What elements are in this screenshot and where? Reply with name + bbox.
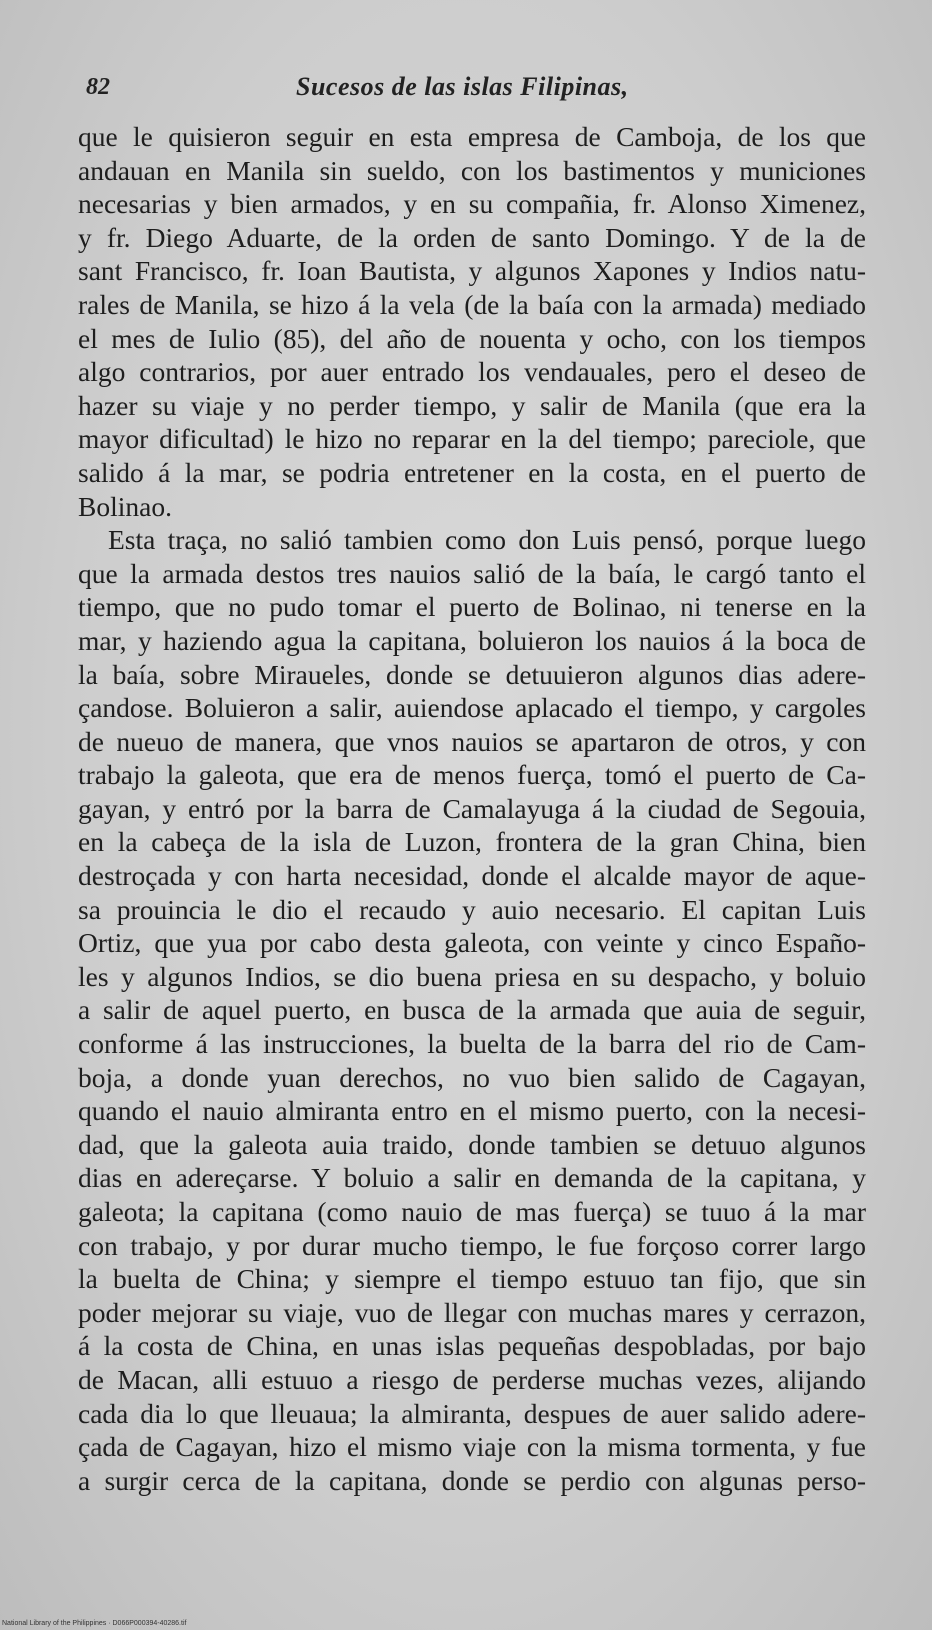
text-line: en la cabeça de la isla de Luzon, frontera de la gran China, bien (78, 826, 866, 858)
text-line: Esta traça, no salió tambien como don Luis pensó, porque luego (108, 524, 866, 556)
text-line: Bolinao. (78, 490, 172, 522)
text-line: andauan en Manila sin sueldo, con los bastimentos y municiones (78, 154, 866, 186)
text-line: el mes de Iulio (85), del año de nouenta y ocho, con los tiempos (78, 322, 866, 354)
text-line: la buelta de China; y siempre el tiempo estuuo tan fijo, que sin (78, 1263, 866, 1295)
running-title: Sucesos de las islas Filipinas, (296, 72, 629, 101)
text-line: çandose. Boluieron a salir, auiendose aplacado el tiempo, y cargoles (78, 692, 866, 724)
text-line: a salir de aquel puerto, en busca de la armada que auia de seguir, (78, 994, 866, 1026)
text-line: rales de Manila, se hizo á la vela (de la baía con la armada) mediado (78, 288, 866, 320)
text-line: gayan, y entró por la barra de Camalayuga á la ciudad de Segouia, (78, 792, 866, 824)
text-line: dad, que la galeota auia traido, donde tambien se detuuo algunos (78, 1128, 866, 1160)
text-line: cada dia lo que lleuaua; la almiranta, despues de auer salido adere- (78, 1397, 866, 1429)
page-number: 82 (86, 74, 110, 100)
text-line: çada de Cagayan, hizo el mismo viaje con la misma tormenta, y fue (78, 1431, 866, 1463)
page-header (86, 68, 862, 108)
text-line: salido á la mar, se podria entretener en la costa, en el puerto de (78, 456, 866, 488)
text-line: galeota; la capitana (como nauio de mas fuerça) se tuuo á la mar (78, 1196, 866, 1227)
body-text (78, 120, 866, 1497)
text-line: que la armada destos tres nauios salió de la baía, le cargó tanto el (78, 557, 866, 589)
text-line: les y algunos Indios, se dio buena priesa en su despacho, y boluio (78, 960, 866, 992)
text-line: y fr. Diego Aduarte, de la orden de santo Domingo. Y de la de (78, 221, 866, 253)
text-line: dias en adereçarse. Y boluio a salir en demanda de la capitana, y (78, 1162, 866, 1194)
text-line: la baía, sobre Miraueles, donde se detuuieron algunos dias adere- (78, 658, 866, 690)
text-line: poder mejorar su viaje, vuo de llegar con muchas mares y cerrazon, (78, 1296, 866, 1328)
text-line: mayor dificultad) le hizo no reparar en la del tiempo; pareciole, que (78, 423, 866, 455)
text-line: boja, a donde yuan derechos, no vuo bien salido de Cagayan, (78, 1061, 866, 1093)
text-line: á la costa de China, en unas islas pequeñas despobladas, por bajo (78, 1330, 866, 1362)
text-line: destroçada y con harta necesidad, donde el alcalde mayor de aque- (78, 860, 866, 892)
text-line: con trabajo, y por durar mucho tiempo, le fue forçoso correr largo (78, 1229, 866, 1261)
text-line: mar, y haziendo agua la capitana, boluieron los nauios á la boca de (78, 624, 866, 656)
text-line: que le quisieron seguir en esta empresa de Camboja, de los que (78, 121, 866, 152)
text-line: de Macan, alli estuuo a riesgo de perderse muchas vezes, alijando (78, 1363, 866, 1395)
text-line: sa prouincia le dio el recaudo y auio necesario. El capitan Luis (78, 893, 866, 925)
text-line: trabajo la galeota, que era de menos fuerça, tomó el puerto de Ca- (78, 759, 866, 791)
text-line: necesarias y bien armados, y en su compañia, fr. Alonso Ximenez, (78, 188, 866, 220)
text-line: hazer su viaje y no perder tiempo, y salir de Manila (que era la (78, 389, 866, 421)
text-line: sant Francisco, fr. Ioan Bautista, y algunos Xapones y Indios natu- (78, 255, 866, 287)
text-line: de nueuo de manera, que vnos nauios se apartaron de otros, y con (78, 725, 866, 757)
text-line: conforme á las instrucciones, la buelta de la barra del rio de Cam- (78, 1028, 866, 1060)
text-line: quando el nauio almiranta entro en el mismo puerto, con la necesi- (78, 1095, 866, 1127)
text-line: algo contrarios, por auer entrado los vendauales, pero el deseo de (78, 356, 866, 388)
text-line: tiempo, que no pudo tomar el puerto de Bolinao, ni tenerse en la (78, 591, 866, 623)
text-line: Ortiz, que yua por cabo desta galeota, con veinte y cinco Españo- (78, 927, 866, 959)
text-line: a surgir cerca de la capitana, donde se perdio con algunas perso- (78, 1464, 866, 1496)
scan-credit: National Library of the Philippines · D066P000394-40286.tif (2, 1620, 187, 1627)
